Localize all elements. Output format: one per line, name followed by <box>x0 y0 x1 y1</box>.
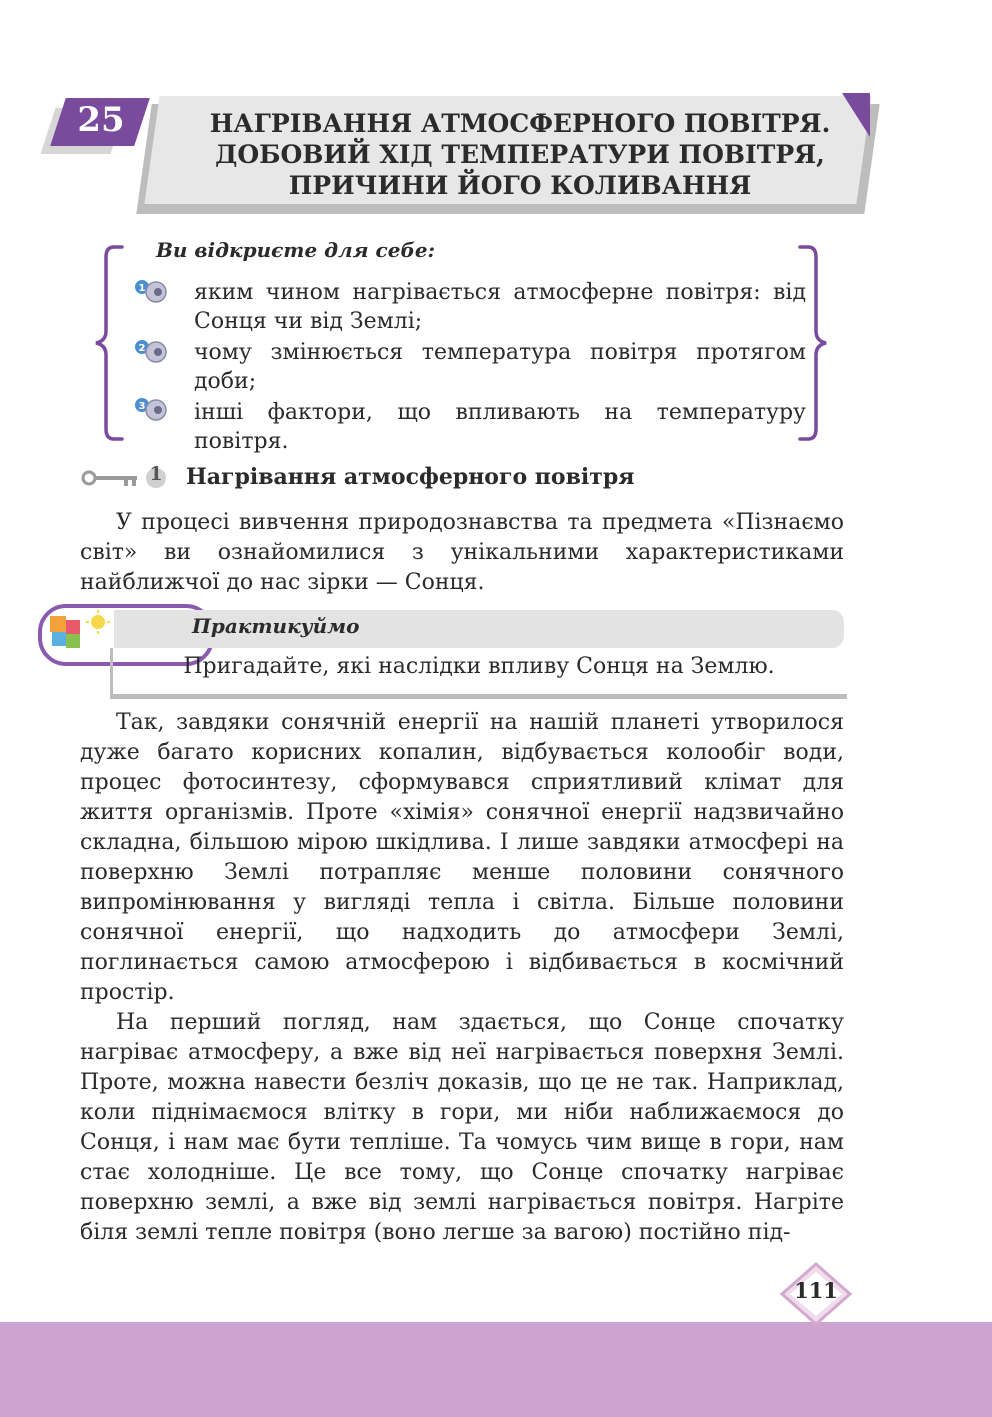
chapter-number: 25 <box>77 100 125 140</box>
chapter-title-line: ПРИЧИНИ ЙОГО КОЛИВАННЯ <box>288 171 752 200</box>
chapter-title-line: НАГРІВАННЯ АТМОСФЕРНОГО ПОВІТРЯ. <box>209 109 831 138</box>
page-number: 111 <box>794 1278 838 1303</box>
section-title: Нагрівання атмосферного повітря <box>186 464 635 490</box>
paragraph: У процесі вивчення природознавства та предмета «Пізнаємо світ» ви ознайомилися з унікальними характеристиками найближчої до нас зірки — Сонця. <box>80 510 844 595</box>
bullet-1-icon <box>132 278 172 310</box>
paragraph: Так, завдяки сонячній енергії на нашій планеті утворилося дуже багато корисних копалин, відбувається колообіг води, процес фотосинтезу, сформувався сприятливий клімат для життя організмів. Проте «хімія» сонячної енергії надзвичайно складна, більшою мірою шкідлива. І лише завдяки атмосфері на поверхню Землі потрапляє менше половини сонячного випромінювання у вигляді тепла і світла. Більше половини сонячної енергії, що надходить до атмосфери Землі, поглинається самою атмосферою і відбивається в космічний простір. <box>80 710 844 1005</box>
chapter-title-line: ДОБОВИЙ ХІД ТЕМПЕРАТУРИ ПОВІТРЯ, <box>215 140 825 169</box>
chapter-title <box>150 108 890 201</box>
discover-item: інші фактори, що впливають на температуру повітря. <box>194 400 806 454</box>
section-number: 1 <box>149 463 163 485</box>
puzzle-icon <box>42 608 114 658</box>
svg-text:1: 1 <box>138 283 146 294</box>
bullet-2-icon <box>132 338 172 370</box>
svg-text:3: 3 <box>138 401 146 412</box>
paragraph: На перший погляд, нам здається, що Сонце спочатку нагріває атмосферу, а вже від неї нагрівається поверхня Землі. Проте, можна навести безліч доказів, що це не так. Наприклад, коли піднімаємося влітку в гори, ми ніби наближаємося до Сонця, і нам має бути тепліше. Та чомусь чим вище в гори, нам стає холодніше. Це все тому, що Сонце спочатку нагріває поверхню землі, а вже від землі нагрівається повітря. Нагріте біля землі тепле повітря (воно легше за вагою) постійно під- <box>80 1010 844 1245</box>
discover-item: чому змінюється температура повітря протягом доби; <box>194 340 806 394</box>
bullet-3-icon <box>132 396 172 428</box>
main-text <box>80 708 844 1248</box>
discover-item: яким чином нагрівається атмосферне повітря: від Сонця чи від Землі; <box>194 280 806 334</box>
left-brace-icon <box>92 243 126 443</box>
practice-text: Пригадайте, які наслідки впливу Сонця на Землю. <box>183 654 775 679</box>
footer-band <box>0 1322 992 1417</box>
svg-text:2: 2 <box>138 343 146 354</box>
practice-heading: Практикуймо <box>192 614 360 638</box>
discover-heading: Ви відкриєте для себе: <box>156 238 436 262</box>
